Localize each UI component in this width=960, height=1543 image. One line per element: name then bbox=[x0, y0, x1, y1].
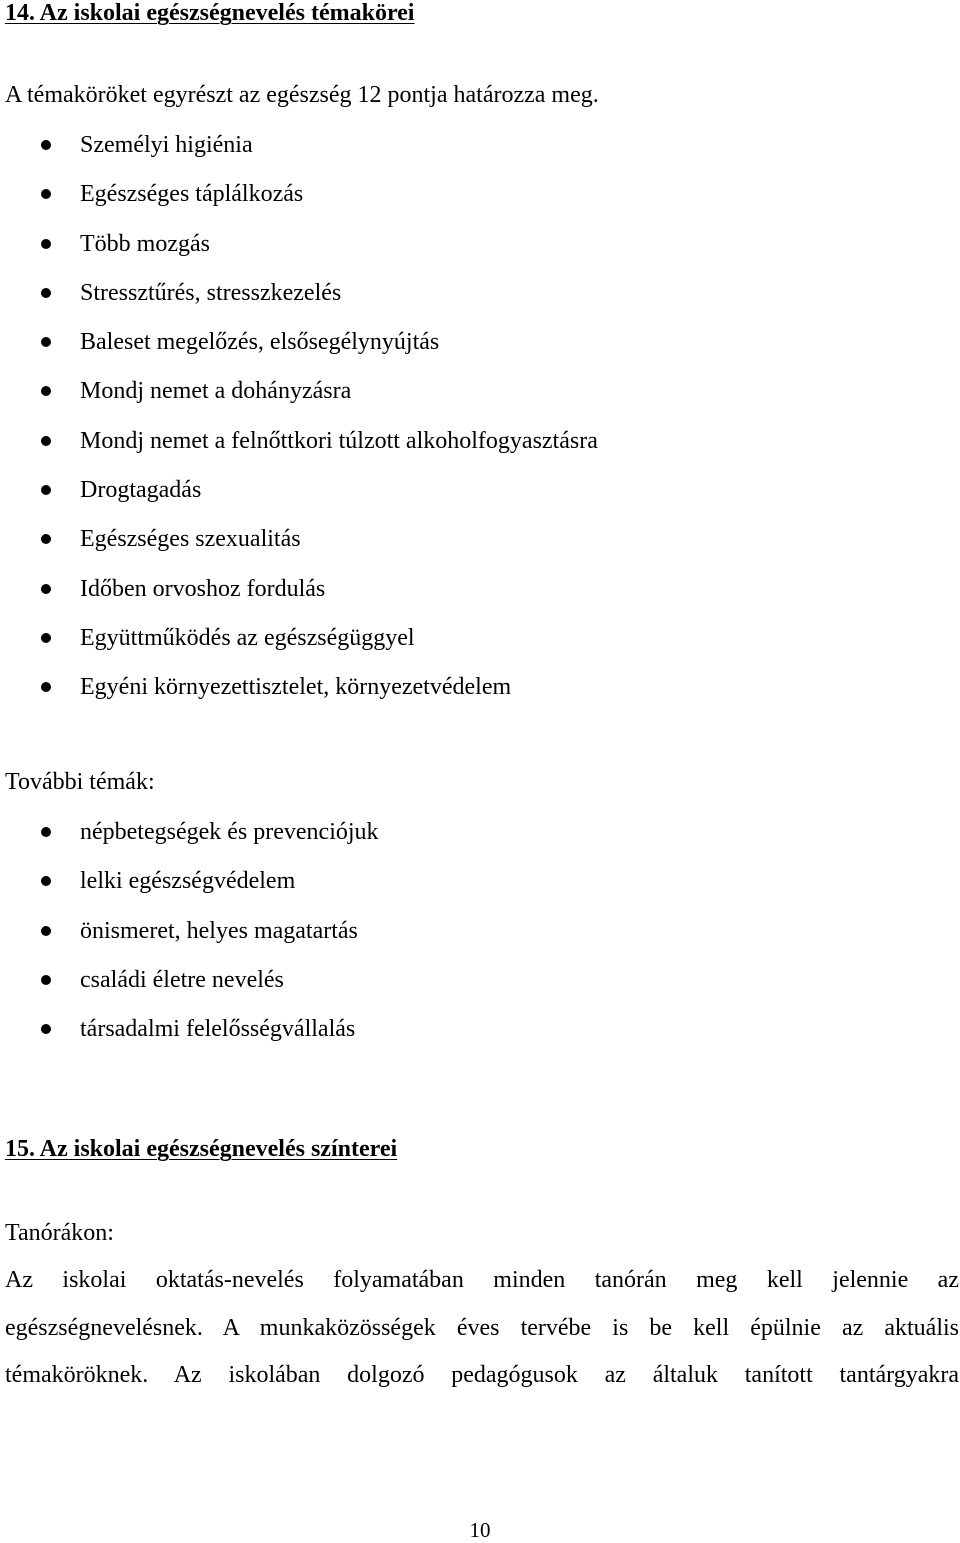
bullet-icon bbox=[41, 436, 51, 446]
list-item-label: Drogtagadás bbox=[80, 477, 202, 504]
list-item-label: népbetegségek és prevenciójuk bbox=[80, 819, 379, 845]
list-item-label: lelki egészségvédelem bbox=[80, 868, 296, 895]
bullet-icon bbox=[41, 975, 51, 985]
list-item-label: Egészséges szexualitás bbox=[80, 526, 301, 553]
list-item-label: Baleset megelőzés, elsősegélynyújtás bbox=[80, 329, 440, 356]
section-14-heading: 14. Az iskolai egészségnevelés témakörei bbox=[5, 0, 415, 26]
list-item-label: Időben orvoshoz fordulás bbox=[80, 575, 326, 602]
list-item-label: Egészséges táplálkozás bbox=[80, 181, 304, 208]
bullet-icon bbox=[41, 485, 51, 495]
bullet-icon bbox=[41, 1024, 51, 1034]
bullet-icon bbox=[41, 386, 51, 396]
list-item-label: Mondj nemet a felnőttkori túlzott alkoholfogyasztásra bbox=[80, 427, 598, 454]
paragraph-line: témaköröknek. Az iskolában dolgozó pedagógusok az általuk tanított tantárgyakra bbox=[5, 1362, 959, 1388]
bullet-icon bbox=[41, 876, 51, 886]
list-item-label: Több mozgás bbox=[80, 230, 210, 257]
section-15-heading: 15. Az iskolai egészségnevelés színterei bbox=[5, 1136, 398, 1162]
list-item-label: Egyéni környezettisztelet, környezetvédelem bbox=[80, 674, 512, 701]
bullet-icon bbox=[41, 682, 51, 692]
list-item-label: Mondj nemet a dohányzásra bbox=[80, 378, 352, 405]
list-item-label: családi életre nevelés bbox=[80, 966, 284, 993]
list-item-label: Együttműködés az egészségüggyel bbox=[80, 624, 415, 651]
bullet-icon bbox=[41, 189, 51, 199]
bullet-icon bbox=[41, 140, 51, 150]
list-item-label: Személyi higiénia bbox=[80, 132, 253, 158]
bullet-icon bbox=[41, 633, 51, 643]
bullet-icon bbox=[41, 239, 51, 249]
paragraph-line: egészségnevelésnek. A munkaközösségek éves tervébe is be kell épülnie az aktuális bbox=[5, 1315, 959, 1341]
page-number: 10 bbox=[469, 1518, 491, 1542]
section-15-subheading: Tanórákon: bbox=[5, 1220, 114, 1246]
bullet-icon bbox=[41, 288, 51, 298]
bullet-icon bbox=[41, 534, 51, 544]
bullet-icon bbox=[41, 584, 51, 594]
bullet-icon bbox=[41, 926, 51, 936]
section-14-intro: A témaköröket egyrészt az egészség 12 pontja határozza meg. bbox=[5, 82, 599, 108]
paragraph-line: Az iskolai oktatás-nevelés folyamatában minden tanórán meg kell jelennie az bbox=[5, 1267, 959, 1293]
bullet-icon bbox=[41, 827, 51, 837]
further-topics-label: További témák: bbox=[5, 769, 155, 795]
bullet-icon bbox=[41, 337, 51, 347]
list-item-label: társadalmi felelősségvállalás bbox=[80, 1016, 356, 1043]
list-item-label: Stressztűrés, stresszkezelés bbox=[80, 279, 342, 306]
list-item-label: önismeret, helyes magatartás bbox=[80, 917, 358, 944]
